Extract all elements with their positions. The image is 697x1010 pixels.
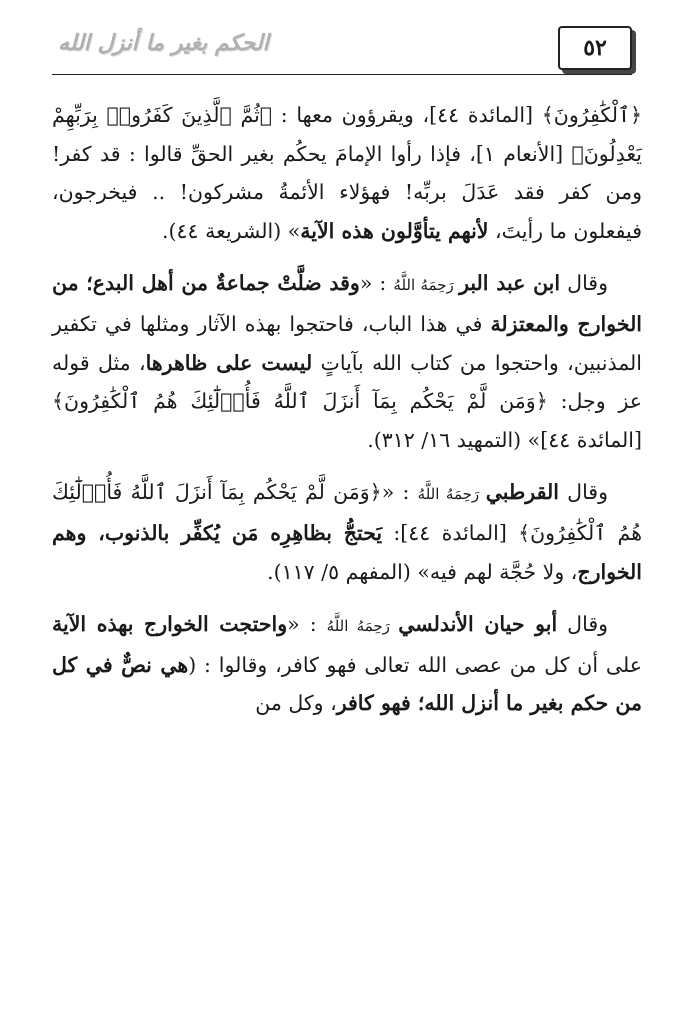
text-run: [المائدة ٤٤]، ويقرؤون معها : — [272, 103, 542, 127]
bold-emphasis: القرطبي — [485, 480, 559, 505]
paragraph — [52, 96, 642, 250]
quran-verse: ﴿وَمَن لَّمْ يَحْكُم بِمَآ أَنزَلَ ٱللَّهُ فَأُو۟لَٰٓئِكَ هُمُ ٱلْكَٰفِرُونَ﴾ — [52, 480, 643, 545]
quran-verse: ﴿وَمَن لَّمْ يَحْكُم بِمَآ أَنزَلَ ٱللَّهُ فَأُو۟لَٰٓئِكَ هُمُ ٱلْكَٰفِرُونَ﴾ — [52, 389, 548, 414]
bold-emphasis: ليست على ظاهرها — [145, 350, 313, 375]
page-number: ٥٢ — [558, 26, 632, 70]
quran-verse: ﴿ثُمَّ ٱلَّذِينَ كَفَرُوا۟ بِرَبِّهِمْ يَعْدِلُونَ﴾ — [52, 103, 643, 166]
bold-emphasis: هي نصٌّ في كل من حكم بغير ما أنزل الله؛ فهو كافر — [52, 652, 642, 716]
quran-verse: ﴿ٱلْكَٰفِرُونَ﴾ — [541, 103, 642, 127]
honorific: رَحِمَهُ اللَّهُ — [393, 276, 460, 295]
header-rule — [52, 74, 632, 75]
text-run: [المائدة ٤٤]» (التمهيد ١٦/ ٣١٢). — [367, 427, 642, 452]
text-run: [الأنعام ١]، فإذا رأوا الإمامَ يحكُم بغير الحقِّ قالوا : قد كفر! ومن كفر فقد عَدَلَ بربِّه! فهؤلاء الأئمةُ مشركون! .. فيخرجون، فيفعلون ما رأيتَ، — [52, 141, 642, 243]
text-run: وقال — [558, 480, 609, 505]
text-run: [المائدة ٤٤]: — [382, 520, 519, 545]
text-run: ، ولا حُجَّة لهم فيه» (المفهم ٥/ ١١٧). — [267, 559, 578, 584]
paragraph — [52, 264, 642, 459]
running-title: الحكم بغير ما أنزل الله — [58, 30, 269, 56]
text-run: » (الشريعة ٤٤). — [162, 218, 301, 243]
page-header — [52, 24, 632, 82]
paragraph — [52, 605, 642, 723]
bold-emphasis: يَحتجُّ بظاهِرِه مَن يُكفِّر بالذنوب، وهم الخوارج — [52, 520, 642, 584]
page-body — [52, 96, 642, 737]
bold-emphasis: ابن عبد البر — [459, 271, 561, 296]
honorific: رَحِمَهُ اللَّهُ — [326, 617, 399, 636]
text-run: ، مثل قوله عز وجل: — [52, 350, 642, 414]
text-run: في هذا الباب، فاحتجوا بهذه الآثار ومثلها في تكفير المذنبين، واحتجوا من كتاب الله بآياتٍ — [52, 311, 642, 375]
text-run: : « — [381, 480, 418, 505]
text-run: ، وكل من — [255, 691, 337, 716]
bold-emphasis: لأنهم يتأوَّلون هذه الآية — [300, 218, 489, 243]
bold-emphasis: أبو حيان الأندلسي — [398, 612, 558, 637]
text-run: وقال — [560, 271, 609, 296]
bold-emphasis: واحتجت الخوارج بهذه الآية — [52, 612, 288, 637]
paragraph — [52, 473, 642, 591]
text-run: : « — [359, 271, 394, 296]
text-run: وقال — [557, 612, 609, 637]
honorific: رَحِمَهُ اللَّهُ — [417, 485, 486, 504]
text-run: : « — [287, 612, 327, 637]
bold-emphasis: وقد ضلَّتْ جماعةٌ من أهل البدع؛ من الخوارج والمعتزلة — [52, 271, 643, 336]
text-run: على أن كل من عصى الله تعالى فهو كافر، وقالوا : ( — [188, 652, 642, 677]
